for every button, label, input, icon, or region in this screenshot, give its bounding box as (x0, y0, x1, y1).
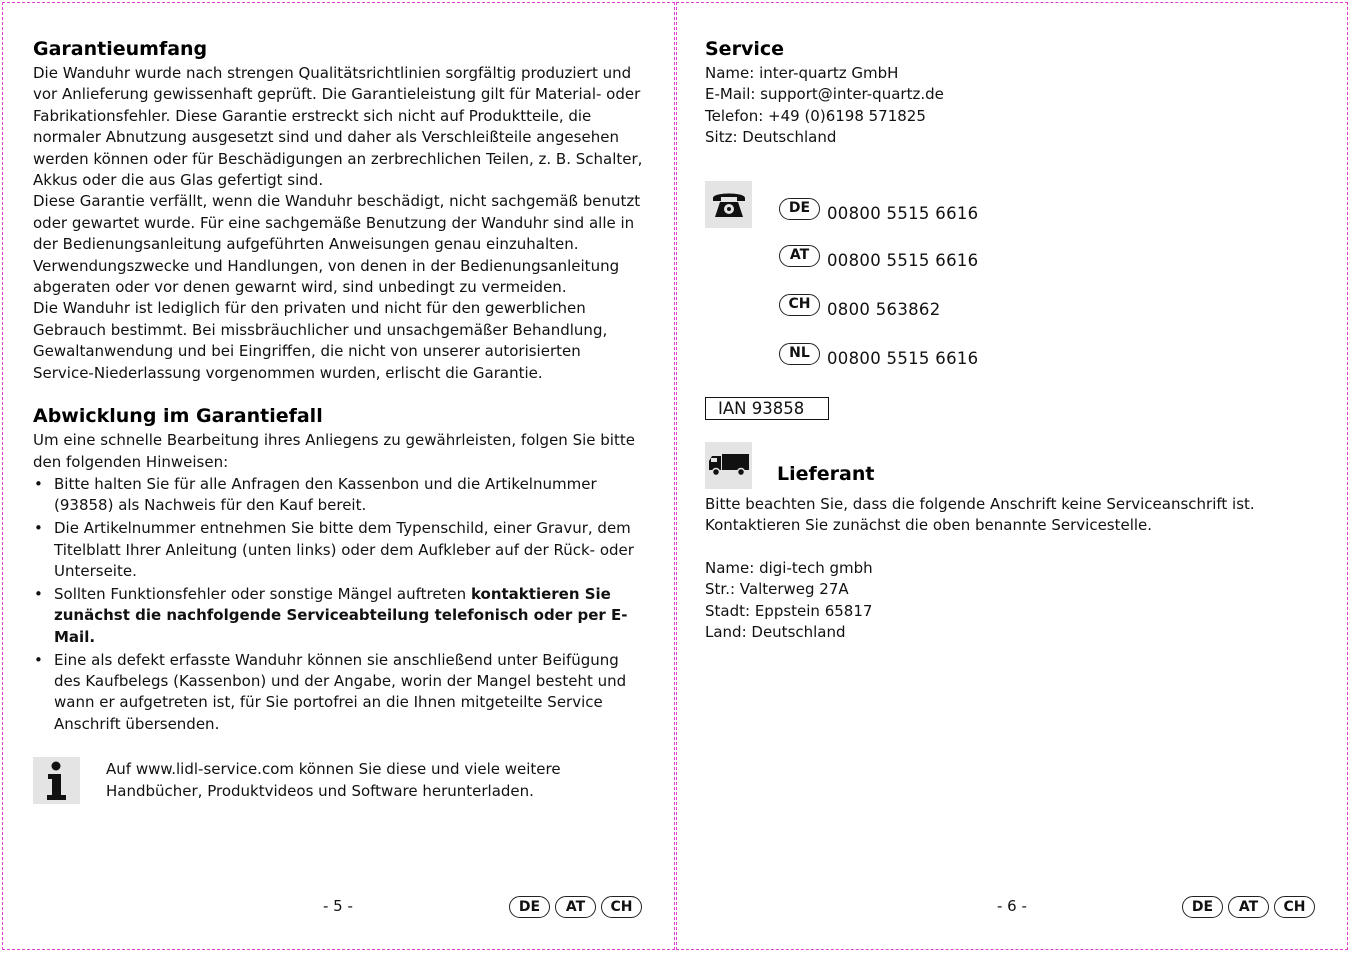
country-badge-at: AT (1228, 896, 1269, 918)
telephone-icon (705, 181, 752, 228)
right-page (676, 2, 1348, 950)
page-number: - 5 - (323, 897, 353, 915)
paragraph: Diese Garantie verfällt, wenn die Wanduhr beschädigt, nicht sachgemäß benutzt oder gewartet wurde. Für eine sachgemäße Benutzung der Wanduhr sind alle in der Bedienungsanleitung aufgeführten Anweisungen genau einzuhalten. Verwendungszwecke und Handlungen, von denen in der Bedienungsanleitung abgeraten oder vor denen gewarnt wird, sind unbedingt zu vermeiden. (33, 192, 641, 297)
service-location: Sitz: Deutschland (705, 128, 837, 147)
info-note-text: Auf www.lidl-service.com können Sie diese und viele weitere Handbücher, Produktvideos und Software herunterladen. (106, 760, 561, 800)
hotline-row (779, 191, 978, 237)
country-badge-at: AT (779, 245, 820, 267)
supplier-country: Land: Deutschland (705, 623, 846, 642)
paragraph: Die Wanduhr wurde nach strengen Qualitätsrichtlinien sorgfältig produziert und vor Anlieferung gewissenhaft geprüft. Die Garantieleistung gilt für Material- oder Fabrikationsfehler. Diese Garantie erstreckt sich nicht auf Produktteile, die normaler Abnutzung ausgesetzt sind und daher als Verschleißteile angesehen werden können oder für Beschädigungen an zerbrechlichen Teilen, z. B. Schalter, Akkus oder die aus Glas gefertigt sind. (33, 64, 643, 190)
country-badge-at: AT (555, 896, 596, 918)
page-number: - 6 - (997, 897, 1027, 915)
hotline-row (779, 237, 978, 286)
list-item (33, 584, 645, 648)
info-icon (33, 757, 80, 804)
left-page-content (33, 35, 645, 804)
info-note (33, 757, 645, 804)
country-badge-de: DE (1182, 896, 1223, 918)
ian-box: IAN 93858 (705, 397, 829, 420)
truck-icon (705, 442, 752, 489)
hotline-list (779, 191, 978, 384)
service-email: E-Mail: support@inter-quartz.de (705, 85, 944, 104)
supplier-city: Stadt: Eppstein 65817 (705, 601, 873, 620)
country-badge-nl: NL (779, 343, 820, 365)
paragraph: Die Wanduhr ist lediglich für den privaten und nicht für den gewerblichen Gebrauch bestimmt. Bei missbräuchlicher und unsachgemäßer Behandlung, Gewaltanwendung und bei Eingriffen, die nicht von unserer autorisierten Service-Niederlassung vorgenommen wurden, erlischt die Garantie. (33, 299, 608, 382)
hotline-row (779, 286, 978, 335)
list-item: • Bitte halten Sie für alle Anfragen den Kassenbon und die Artikelnummer (93858) als Nachweis für den Kauf bereit. (33, 474, 645, 517)
hotline-row (779, 335, 978, 384)
hotline-number: 00800 5515 6616 (827, 251, 979, 271)
country-badge-ch: CH (779, 294, 820, 316)
country-badge-de: DE (509, 896, 550, 918)
section-title-lieferant: Lieferant (777, 462, 875, 485)
supplier-note: Bitte beachten Sie, dass die folgende Anschrift keine Serviceanschrift ist. Kontaktieren Sie zunächst die oben benannte Servicestelle. (705, 494, 1255, 535)
spacer (705, 536, 1325, 557)
country-badge-ch: CH (1274, 896, 1315, 918)
hotline-number: 0800 563862 (827, 300, 941, 320)
country-badges (1182, 896, 1315, 918)
section-title-garantieumfang: Garantieumfang (33, 38, 208, 60)
list-item-bold-text: kontaktieren Sie zunächst die nachfolgende Serviceabteilung telefonisch oder per E-Mail. (54, 584, 628, 646)
supplier-street: Str.: Valterweg 27A (705, 580, 849, 599)
left-page (2, 2, 675, 950)
country-badge-ch: CH (601, 896, 642, 918)
section-title-service: Service (705, 38, 784, 60)
supplier-header (705, 442, 1325, 494)
hotline-block (705, 181, 1325, 381)
section-title-abwicklung: Abwicklung im Garantiefall (33, 405, 323, 428)
bullet-list (33, 474, 645, 735)
list-item: • Eine als defekt erfasste Wanduhr können sie anschließend unter Beifügung des Kaufbelegs (Kassenbon) und der Angabe, worin der Mangel besteht und wann er aufgetreten ist, für Sie portofrei an die Ihnen mitgeteilte Service Anschrift übersenden. (33, 650, 645, 736)
right-page-content (705, 35, 1325, 643)
list-item-text: Sollten Funktionsfehler oder sonstige Mängel auftreten (54, 584, 471, 603)
service-phone: Telefon: +49 (0)6198 571825 (705, 106, 926, 125)
list-item: • Die Artikelnummer entnehmen Sie bitte dem Typenschild, einer Gravur, dem Titelblatt Ihrer Anleitung (unten links) oder dem Aufkleber auf der Rück- oder Unterseite. (33, 518, 645, 582)
service-name: Name: inter-quartz GmbH (705, 64, 899, 82)
hotline-number: 00800 5515 6616 (827, 349, 979, 369)
country-badges (509, 896, 642, 918)
intro-paragraph: Um eine schnelle Bearbeitung ihres Anliegens zu gewährleisten, folgen Sie bitte den folgenden Hinweisen: (33, 431, 635, 471)
supplier-name: Name: digi-tech gmbh (705, 558, 873, 577)
hotline-number: 00800 5515 6616 (827, 203, 979, 223)
country-badge-de: DE (779, 198, 820, 220)
